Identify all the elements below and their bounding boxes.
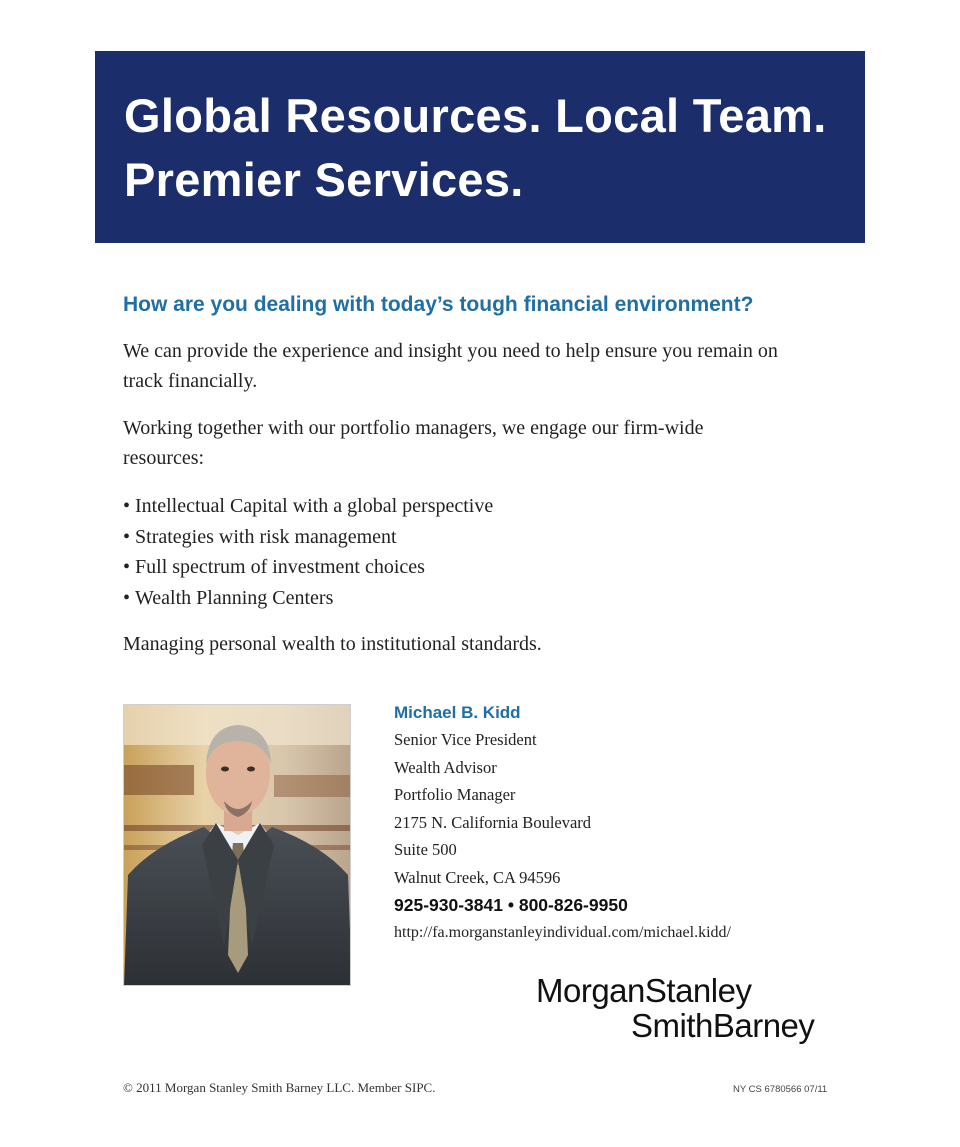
banner-title-line-1: Global Resources. Local Team. bbox=[124, 89, 827, 142]
resources-paragraph: Working together with our portfolio managers, we engage our firm-wide resources: bbox=[123, 417, 704, 469]
list-item: • Full spectrum of investment choices bbox=[123, 552, 493, 583]
advisor-role: Wealth Advisor bbox=[394, 757, 497, 777]
phone-numbers: 925-930-3841 • 800-826-9950 bbox=[394, 895, 628, 915]
list-item: • Wealth Planning Centers bbox=[123, 583, 493, 614]
document-code: NY CS 6780566 07/11 bbox=[733, 1084, 828, 1095]
address-suite: Suite 500 bbox=[394, 840, 457, 859]
intro-paragraph: We can provide the experience and insight you need to help ensure you remain on track financially. bbox=[123, 340, 778, 392]
address-street: 2175 N. California Boulevard bbox=[394, 812, 592, 832]
advisor-photo bbox=[123, 704, 351, 986]
resources-list bbox=[123, 491, 493, 613]
question-heading: How are you dealing with today’s tough financial environment? bbox=[123, 293, 754, 316]
closing-paragraph: Managing personal wealth to institutional standards. bbox=[123, 633, 542, 655]
advisor-title: Senior Vice President bbox=[394, 730, 537, 749]
list-item: • Intellectual Capital with a global perspective bbox=[123, 491, 493, 522]
list-item: • Strategies with risk management bbox=[123, 522, 493, 553]
advisor-role-2: Portfolio Manager bbox=[394, 785, 516, 804]
banner-title-line-2: Premier Services. bbox=[124, 153, 524, 206]
advisor-name: Michael B. Kidd bbox=[394, 703, 521, 722]
contact-block bbox=[394, 700, 731, 947]
advisor-website-link[interactable]: http://fa.morganstanleyindividual.com/michael.kidd/ bbox=[394, 924, 731, 941]
company-logo-line-1: MorganStanley bbox=[536, 972, 752, 1009]
address-city: Walnut Creek, CA 94596 bbox=[394, 867, 561, 887]
company-logo-line-2: SmithBarney bbox=[631, 1007, 815, 1044]
header-banner bbox=[95, 51, 865, 243]
copyright-notice: © 2011 Morgan Stanley Smith Barney LLC. Member SIPC. bbox=[123, 1080, 436, 1095]
